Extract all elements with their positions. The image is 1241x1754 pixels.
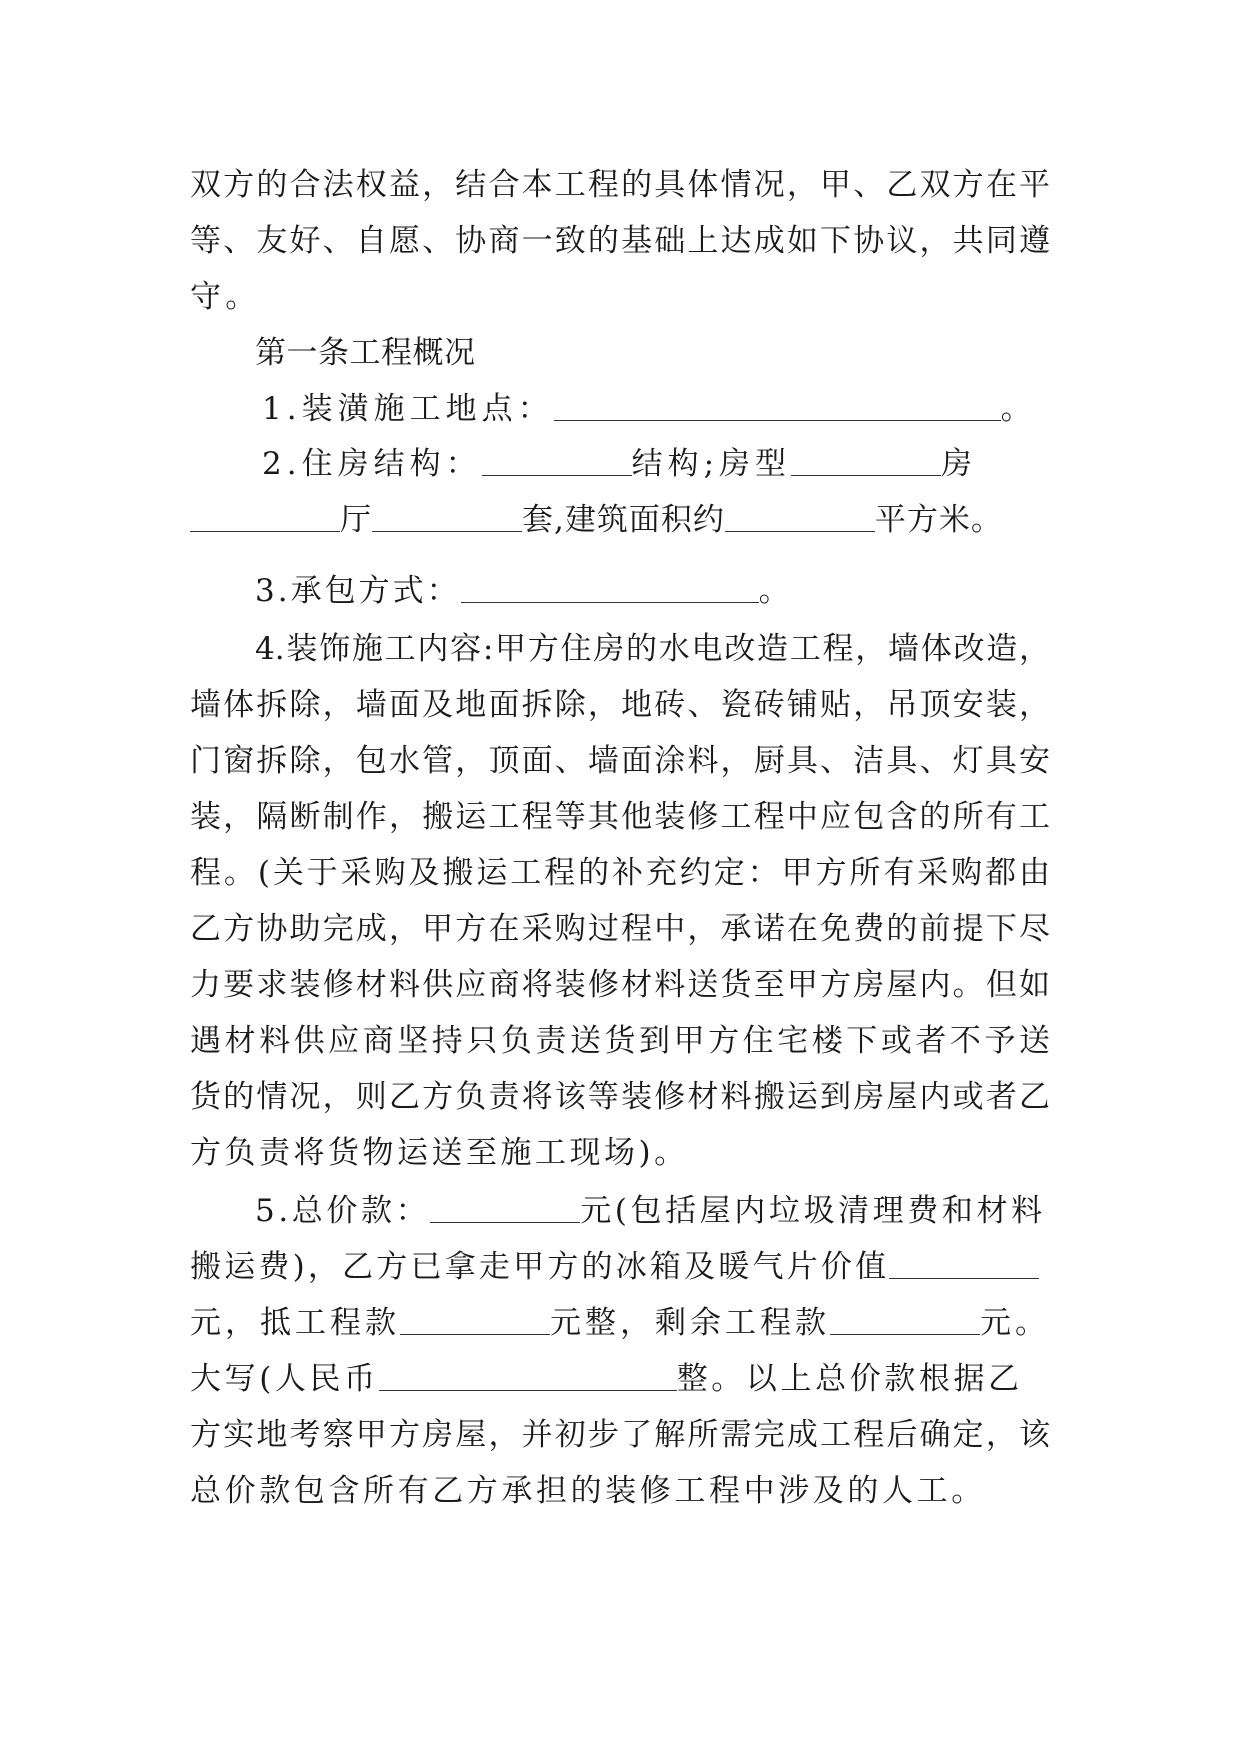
text: 货的情况，则乙方负责将该等装修材料搬运到房屋内或者乙 (190, 1079, 1050, 1115)
text: 大写(人民币 (190, 1361, 379, 1397)
paragraph-line (190, 1011, 1050, 1071)
text: 厅 (340, 502, 372, 538)
paragraph-line (190, 1461, 1050, 1521)
paragraph-line (190, 267, 1050, 327)
text: 乙方协助完成，甲方在采购过程中，承诺在免费的前提下尽 (190, 911, 1050, 947)
text: 守。 (190, 279, 261, 315)
section-title: 第一条工程概况 (255, 335, 476, 371)
text: 4.装饰施工内容:甲方住房的水电改造工程，墙体改造， (255, 631, 1050, 667)
text: 房 (941, 446, 978, 482)
section-heading (255, 323, 1050, 383)
paragraph-line (190, 843, 1050, 903)
field-label: 2.住房结构： (262, 446, 482, 482)
text: 力要求装修材料供应商将装修材料送货至甲方房屋内。但如 (190, 967, 1050, 1003)
field-label: 5.总价款： (255, 1193, 431, 1229)
paragraph-line (190, 1349, 1050, 1409)
fill-blank[interactable] (190, 501, 340, 532)
paragraph-line (190, 899, 1050, 959)
fill-blank[interactable] (379, 1360, 677, 1391)
paragraph-line (190, 955, 1050, 1015)
field-structure-cont (190, 490, 1050, 550)
text: 整。以上总价款根据乙 (676, 1361, 1023, 1397)
text: 。 (1000, 391, 1037, 427)
text: 方负责将货物运送至施工现场)。 (190, 1135, 689, 1171)
fill-blank[interactable] (554, 390, 1001, 421)
text: 装，隔断制作，搬运工程等其他装修工程中应包含的所有工 (190, 799, 1050, 835)
text: 元。 (980, 1305, 1050, 1341)
text: 遇材料供应商坚持只负责送货到甲方住宅楼下或者不予送 (190, 1023, 1050, 1059)
fill-blank[interactable] (482, 445, 632, 476)
text: 元整，剩余工程款 (550, 1305, 830, 1341)
text: 结构;房型 (631, 446, 792, 482)
field-label: 3.承包方式： (255, 573, 461, 609)
fill-blank[interactable] (430, 1192, 580, 1223)
fill-blank[interactable] (725, 501, 875, 532)
paragraph-line (255, 619, 1050, 679)
text: 双方的合法权益，结合本工程的具体情况，甲、乙双方在平 (190, 167, 1050, 203)
text: 等、友好、自愿、协商一致的基础上达成如下协议，共同遵 (190, 223, 1050, 259)
paragraph-line (190, 787, 1050, 847)
field-location (262, 379, 1050, 439)
paragraph-line (190, 1067, 1050, 1127)
field-label: 1.装潢施工地点： (262, 391, 554, 427)
paragraph-line (190, 155, 1050, 215)
text: 总价款包含所有乙方承担的装修工程中涉及的人工。 (190, 1473, 986, 1509)
text: 方实地考察甲方房屋，并初步了解所需完成工程后确定，该 (190, 1417, 1050, 1453)
text: 。 (758, 573, 793, 609)
fill-blank[interactable] (461, 572, 759, 603)
fill-blank[interactable] (889, 1248, 1039, 1279)
field-total-price (255, 1181, 1050, 1241)
fill-blank[interactable] (372, 501, 522, 532)
text: 墙体拆除，墙面及地面拆除，地砖、瓷砖铺贴，吊顶安装， (190, 687, 1050, 723)
field-contract-mode (255, 561, 1050, 621)
text: 套,建筑面积约 (522, 502, 725, 538)
fill-blank[interactable] (830, 1304, 980, 1335)
text: 平方米。 (874, 502, 1003, 538)
fill-blank[interactable] (791, 445, 941, 476)
fill-blank[interactable] (400, 1304, 550, 1335)
paragraph-line (190, 211, 1050, 271)
paragraph-line (190, 1293, 1050, 1353)
paragraph-line (190, 1123, 1050, 1183)
text: 元(包括屋内垃圾清理费和材料 (580, 1193, 1046, 1229)
text: 元，抵工程款 (190, 1305, 400, 1341)
paragraph-line (190, 675, 1050, 735)
text: 门窗拆除，包水管，顶面、墙面涂料，厨具、洁具、灯具安 (190, 743, 1050, 779)
field-structure (262, 434, 1050, 494)
paragraph-line (190, 1237, 1050, 1297)
text: 搬运费)，乙方已拿走甲方的冰箱及暖气片价值 (190, 1249, 890, 1285)
paragraph-line (190, 1405, 1050, 1465)
text: 程。(关于采购及搬运工程的补充约定：甲方所有采购都由 (190, 855, 1050, 891)
paragraph-line (190, 731, 1050, 791)
